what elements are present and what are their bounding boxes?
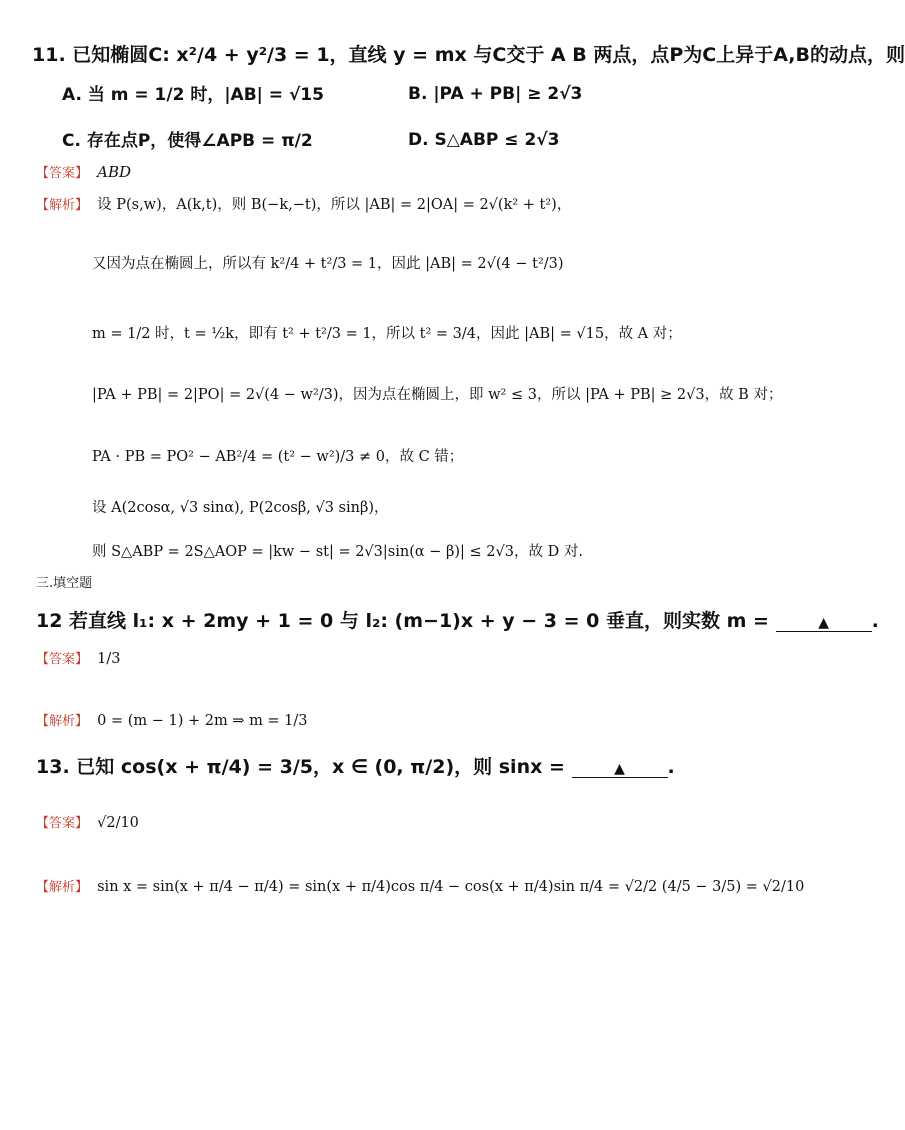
q13-answer-blank: ▲ <box>572 761 668 778</box>
q11-option-a: A. 当 m = 1/2 时，|AB| = √15 <box>62 85 324 105</box>
q13-answer: √2/10 <box>97 815 139 831</box>
analysis-tag: 【解析】 <box>36 198 89 213</box>
q11-option-d: D. S△ABP ≤ 2√3 <box>408 130 560 150</box>
q13-stem: 13. 已知 cos(x + π/4) = 3/5，x ∈ (0, π/2)，则 sinx = <box>36 756 565 778</box>
q13-analysis: sin x = sin(x + π/4 − π/4) = sin(x + π/4)cos π/4 − cos(x + π/4)sin π/4 = √2/2 (4/5 − 3/5) = √2/10 <box>97 879 805 895</box>
answer-tag: 【答案】 <box>36 816 89 831</box>
q11-analysis-line-7: 则 S△ABP = 2S△AOP = |kw − st| = 2√3|sin(α − β)| ≤ 2√3，故 D 对. <box>92 544 583 560</box>
analysis-tag: 【解析】 <box>36 714 89 729</box>
q11-analysis-line-5: PA · PB = PO² − AB²/4 = (t² − w²)/3 ≠ 0，故 C 错； <box>92 449 464 465</box>
q11-analysis-line-3: m = 1/2 时，t = ½k，即有 t² + t²/3 = 1，所以 t² = 3/4，因此 |AB| = √15，故 A 对； <box>92 326 682 342</box>
q11-stem: 11. 已知椭圆C: x²/4 + y²/3 = 1，直线 y = mx 与C交于 A B 两点，点P为C上异于A,B的动点，则 <box>32 44 905 66</box>
q12-analysis-row <box>36 710 308 729</box>
answer-tag: 【答案】 <box>36 652 89 667</box>
q12-answer-blank: ▲ <box>776 615 872 632</box>
q11-analysis-row-1 <box>36 193 571 214</box>
q13-stem-row: 13. 已知 cos(x + π/4) = 3/5，x ∈ (0, π/2)，则 sinx = ▲ . <box>36 756 675 778</box>
q12-stem-row: 12 若直线 l₁: x + 2my + 1 = 0 与 l₂: (m−1)x + y − 3 = 0 垂直，则实数 m = ▲ . <box>36 610 879 632</box>
answer-tag: 【答案】 <box>36 166 89 181</box>
q12-analysis: 0 = (m − 1) + 2m ⇒ m = 1/3 <box>97 713 308 729</box>
q11-analysis-line-4: |PA + PB| = 2|PO| = 2√(4 − w²/3)，因为点在椭圆上，即 w² ≤ 3，所以 |PA + PB| ≥ 2√3，故 B 对； <box>92 387 783 403</box>
q13-answer-row <box>36 812 139 831</box>
q11-option-c: C. 存在点P，使得∠APB = π/2 <box>62 131 313 151</box>
analysis-tag: 【解析】 <box>36 880 89 895</box>
q11-analysis-line-2: 又因为点在椭圆上，所以有 k²/4 + t²/3 = 1，因此 |AB| = 2√(4 − t²/3) <box>92 256 564 272</box>
q12-answer-row <box>36 648 120 667</box>
q12-answer: 1/3 <box>97 651 121 667</box>
q11-answer-row <box>36 162 131 181</box>
q11-option-b: B. |PA + PB| ≥ 2√3 <box>408 84 583 104</box>
q11-answer: ABD <box>97 163 131 181</box>
q12-stem: 12 若直线 l₁: x + 2my + 1 = 0 与 l₂: (m−1)x + y − 3 = 0 垂直，则实数 m = <box>36 610 769 632</box>
section-header: 三.填空题 <box>36 576 93 591</box>
q11-analysis-line-6: 设 A(2cosα, √3 sinα), P(2cosβ, √3 sinβ)， <box>92 500 389 516</box>
q13-analysis-row <box>36 876 804 895</box>
q11-analysis-line-1: 设 P(s,w)，A(k,t)，则 B(−k,−t)，所以 |AB| = 2|OA| = 2√(k² + t²)， <box>97 197 572 213</box>
